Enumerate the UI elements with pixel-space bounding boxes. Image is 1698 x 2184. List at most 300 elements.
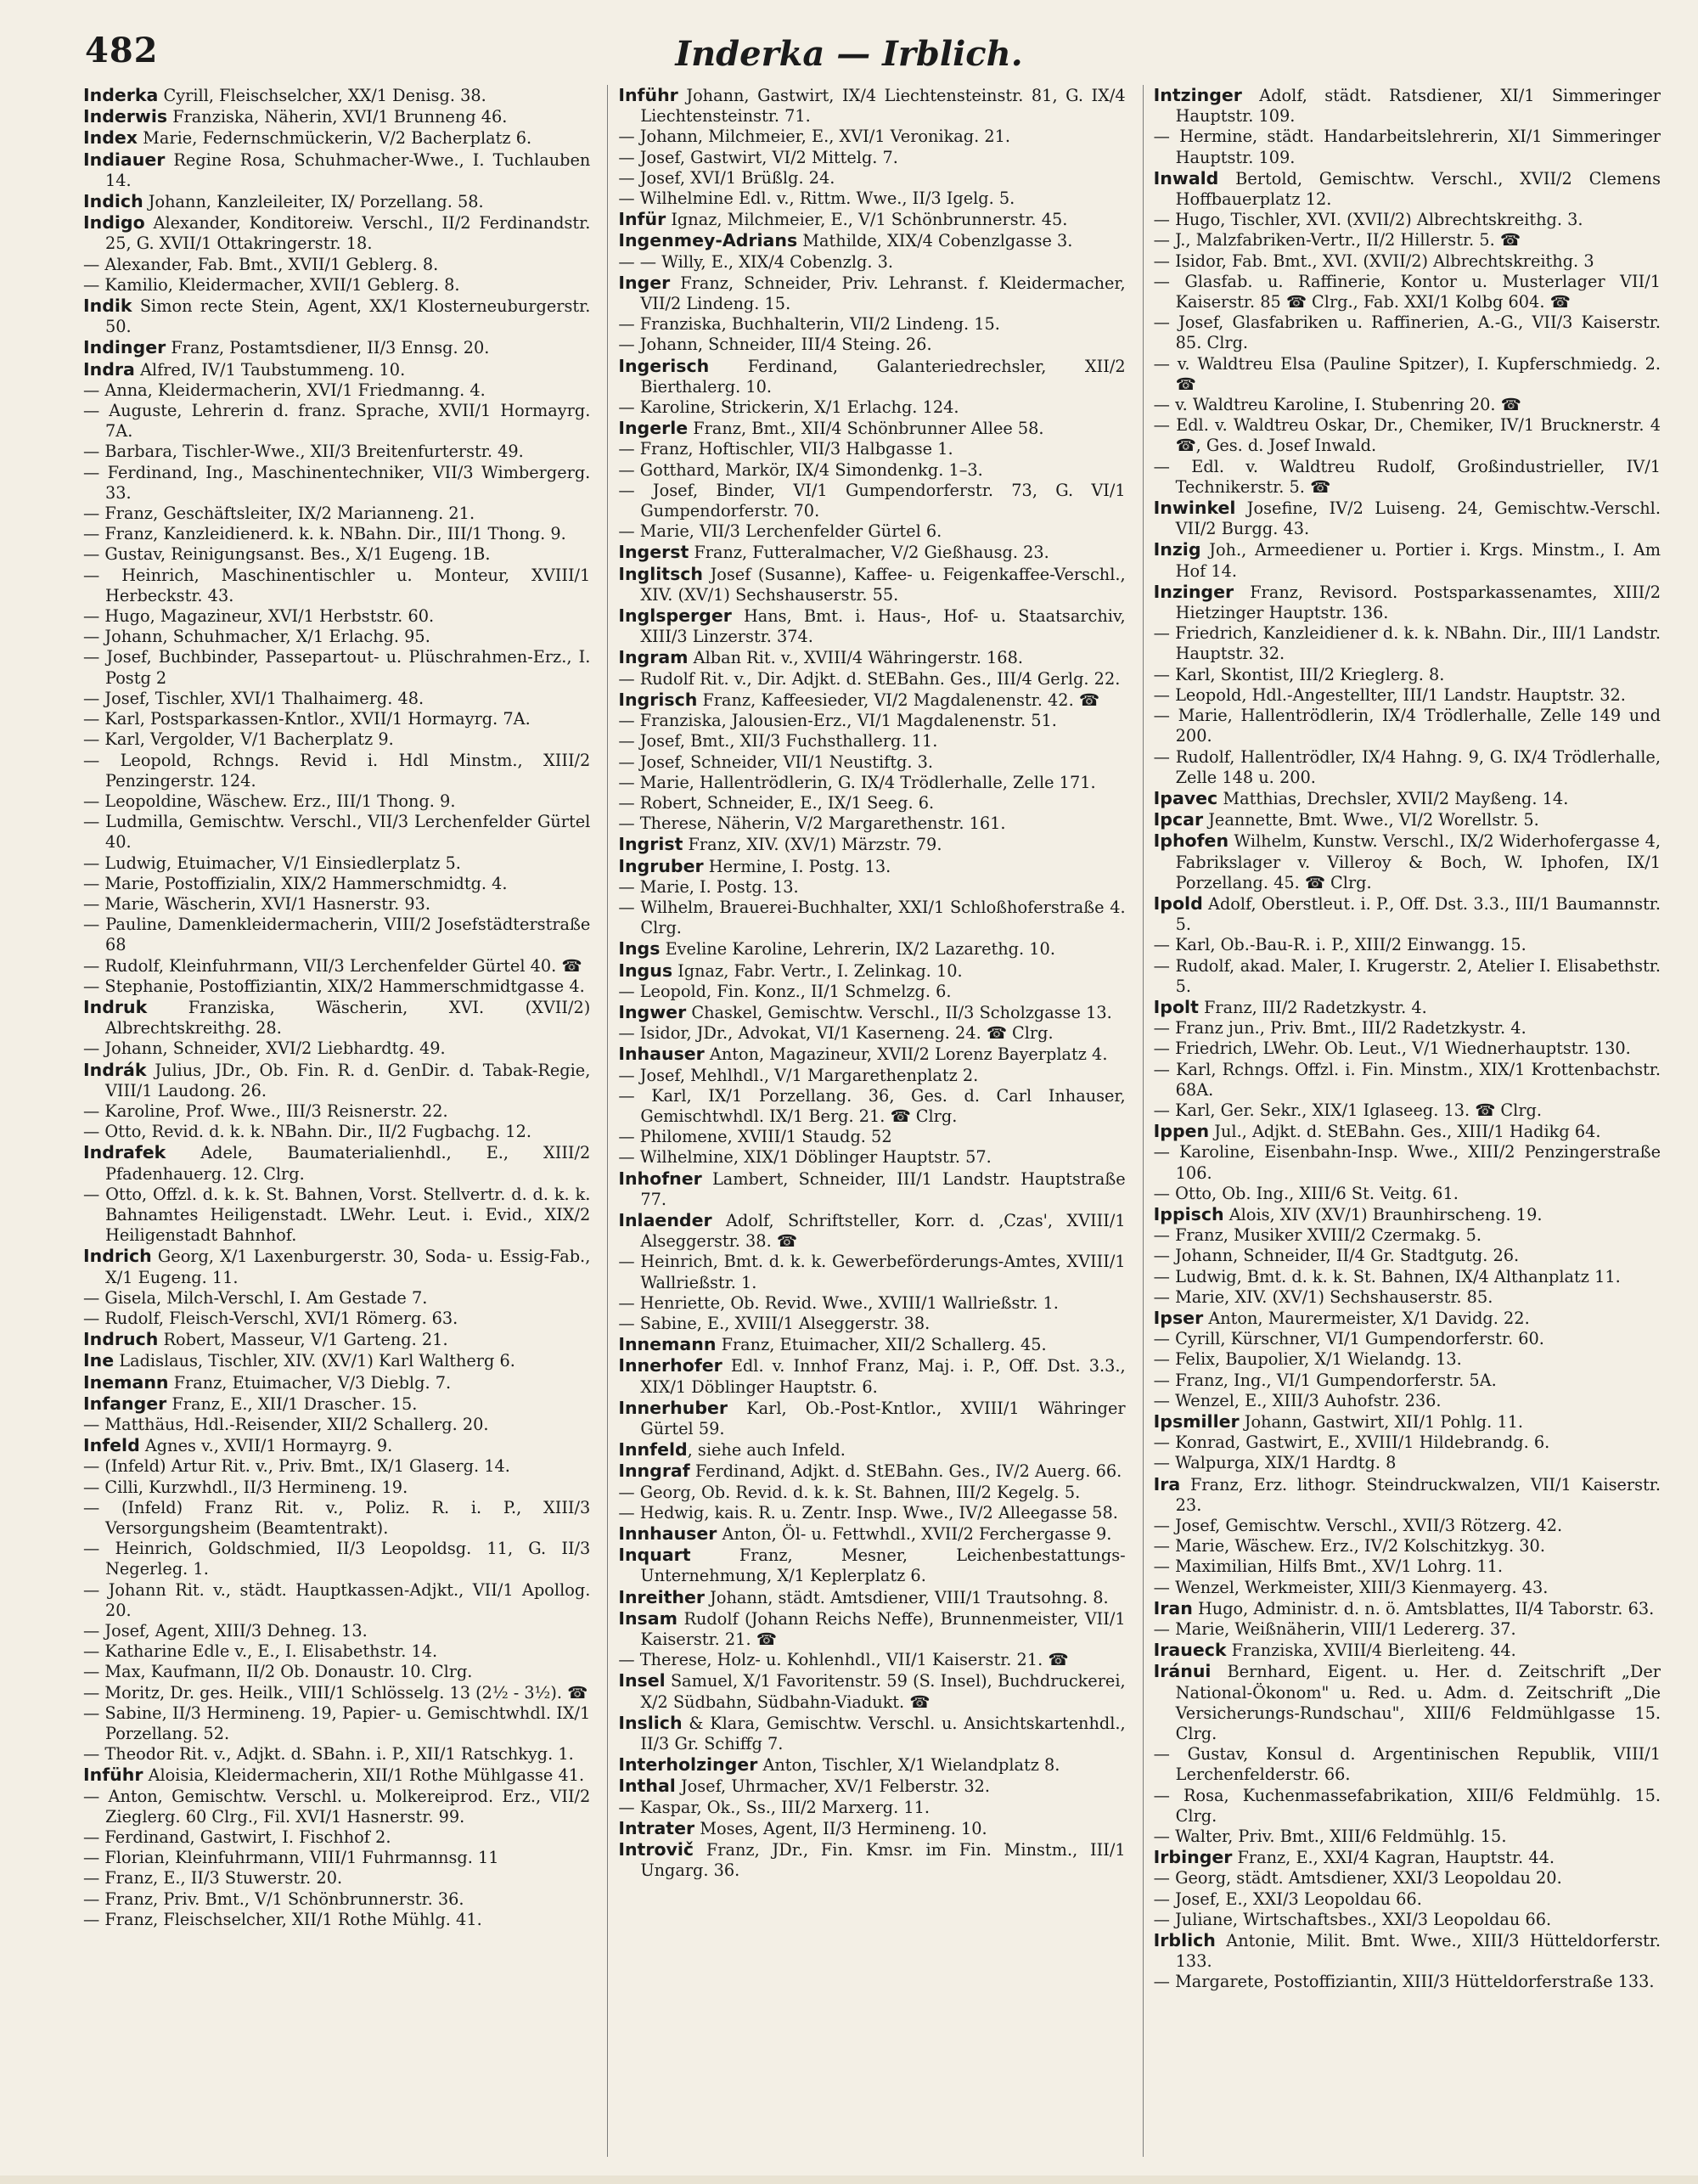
directory-entry xyxy=(1154,1516,1661,1536)
entry-details: Edl. v. Innhof Franz, Maj. i. P., Off. Dst. 3.3., XIX/1 Döblinger Hauptstr. 6. xyxy=(640,1356,1126,1397)
entry-details: — Rudolf, Kleinfuhrmann, VII/3 Lerchenfelder Gürtel 40. ☎ xyxy=(83,955,582,976)
entry-details: Franz, E., XXI/4 Kagran, Hauptstr. 44. xyxy=(1232,1848,1555,1868)
entry-details: — Stephanie, Postoffiziantin, XIX/2 Hammerschmidtgasse 4. xyxy=(83,976,585,996)
directory-entry xyxy=(1154,665,1661,685)
directory-entry xyxy=(1154,1640,1661,1661)
entry-details: — Karl, Ob.-Bau-R. i. P., XIII/2 Einwangg. 15. xyxy=(1153,935,1527,955)
entry-details: Alois, XIV (XV/1) Braunhirscheng. 19. xyxy=(1223,1204,1543,1224)
directory-entry xyxy=(1154,1578,1661,1598)
entry-details: — Franz, Priv. Bmt., V/1 Schönbrunnerstr. 36. xyxy=(83,1888,464,1909)
entry-details: Alban Rit. v., XVIII/4 Währingerstr. 168. xyxy=(688,648,1023,668)
entry-details: — Franz, Ing., VI/1 Gumpendorferstr. 5A. xyxy=(1153,1370,1497,1390)
entry-details: — Walter, Priv. Bmt., XIII/6 Feldmühlg. 15. xyxy=(1153,1827,1507,1847)
directory-entry xyxy=(1154,230,1661,250)
directory-entry xyxy=(618,877,1125,898)
directory-entry xyxy=(618,1545,1125,1586)
directory-entry xyxy=(618,669,1125,690)
directory-entry xyxy=(618,605,1125,647)
entry-details: Jeannette, Bmt. Wwe., VI/2 Worellstr. 5. xyxy=(1203,810,1539,830)
directory-columns xyxy=(83,85,1661,2157)
directory-entry xyxy=(83,296,590,337)
entry-details: Franz, Schneider, Priv. Lehranst. f. Kleidermacher, VII/2 Lindeng. 15. xyxy=(640,273,1126,314)
entry-details: — Franziska, Buchhalterin, VII/2 Lindeng. 15. xyxy=(618,314,1000,335)
entry-details: Georg, X/1 Laxenburgerstr. 30, Soda- u. Essig-Fab., X/1 Eugeng. 11. xyxy=(105,1247,591,1287)
entry-details: — Franz, Fleischselcher, XII/1 Rothe Mühlg. 41. xyxy=(83,1909,482,1929)
entry-details: — Theodor Rit. v., Adjkt. d. SBahn. i. P., XII/1 Ratschkyg. 1. xyxy=(83,1744,574,1765)
directory-entry xyxy=(618,1587,1125,1608)
entry-details: Bernhard, Eigent. u. Her. d. Zeitschrift „Der National-Ökonom" u. Red. u. Adm. d. Zeitschrift „Die Versicherungs-Rundschau", XIII/6 Feldmühlgasse 15. Clrg. xyxy=(1175,1662,1661,1744)
entry-details: Adolf, Oberstleut. i. P., Off. Dst. 3.3., III/1 Baumannstr. 5. xyxy=(1175,893,1661,935)
entry-details: — Gisela, Milch-Verschl, I. Am Gestade 7. xyxy=(83,1287,428,1308)
entry-surname: Infanger xyxy=(83,1393,167,1414)
directory-entry xyxy=(618,690,1125,711)
directory-entry xyxy=(1154,1142,1661,1183)
entry-details: Franz, Etuimacher, V/3 Dieblg. 7. xyxy=(168,1372,452,1393)
entry-surname: Ipsmiller xyxy=(1153,1411,1240,1432)
entry-surname: Iránui xyxy=(1153,1661,1212,1682)
directory-entry xyxy=(618,1503,1125,1523)
entry-details: & Klara, Gemischtw. Verschl. u. Ansichtskartenhdl., II/3 Gr. Schiffg 7. xyxy=(640,1713,1126,1754)
directory-entry xyxy=(83,1498,590,1539)
directory-entry xyxy=(1154,1661,1661,1744)
entry-details: — Rudolf, akad. Maler, I. Krugerstr. 2, Atelier I. Elisabethstr. 5. xyxy=(1153,955,1661,996)
directory-entry xyxy=(83,544,590,565)
entry-details: Aloisia, Kleidermacherin, XII/1 Rothe Mühlgasse 41. xyxy=(143,1765,585,1786)
directory-entry xyxy=(83,627,590,647)
directory-entry xyxy=(618,856,1125,877)
directory-entry xyxy=(618,1044,1125,1065)
directory-entry xyxy=(1154,1598,1661,1619)
entry-details: — Marie, Hallentrödlerin, IX/4 Trödlerhalle, Zelle 149 und 200. xyxy=(1153,706,1661,746)
entry-surname: Ingrist xyxy=(618,834,683,855)
entry-details: — Matthäus, Hdl.-Reisender, XII/2 Schallerg. 20. xyxy=(83,1415,489,1434)
entry-details: — Josef, Buchbinder, Passepartout- u. Plüschrahmen-Erz., I. Postg 2 xyxy=(83,647,591,688)
entry-surname: Ingerst xyxy=(618,542,689,563)
directory-entry xyxy=(83,1889,590,1910)
entry-details: — Wenzel, E., XIII/3 Auhofstr. 236. xyxy=(1153,1390,1442,1410)
entry-details: — Rudolf, Fleisch-Verschl, XVI/1 Römerg. 63. xyxy=(83,1308,458,1328)
entry-details: — Hedwig, kais. R. u. Zentr. Insp. Wwe., IV/2 Alleegasse 58. xyxy=(618,1502,1118,1523)
entry-surname: Inglitsch xyxy=(618,563,704,584)
entry-details: Franz, Kaffeesieder, VI/2 Magdalenenstr. 42. ☎ xyxy=(697,690,1099,710)
directory-entry xyxy=(618,1670,1125,1712)
directory-entry xyxy=(1154,1786,1661,1827)
directory-entry xyxy=(618,1210,1125,1252)
entry-details: — Josef, Mehlhdl., V/1 Margarethenplatz 2. xyxy=(618,1065,979,1085)
entry-details: Moses, Agent, II/3 Hermineng. 10. xyxy=(694,1818,987,1838)
entry-details: — Wilhelmine, XIX/1 Döblinger Hauptstr. 57. xyxy=(618,1147,992,1168)
directory-entry xyxy=(1154,997,1661,1018)
directory-entry xyxy=(618,1461,1125,1482)
entry-details: — Karoline, Strickerin, X/1 Erlachg. 124. xyxy=(618,397,959,418)
entry-details: — Josef, Schneider, VII/1 Neustiftg. 3. xyxy=(618,751,934,772)
directory-entry xyxy=(618,813,1125,834)
entry-surname: Introvič xyxy=(618,1839,694,1860)
directory-entry xyxy=(83,1478,590,1498)
entry-details: Agnes v., XVII/1 Hormayrg. 9. xyxy=(139,1436,393,1456)
entry-details: Adolf, Schriftsteller, Korr. d. ‚Czas', XVIII/1 Alseggerstr. 38. ☎ xyxy=(640,1210,1126,1252)
directory-entry xyxy=(1154,830,1661,893)
directory-entry xyxy=(83,1703,590,1744)
entry-surname: Iphofen xyxy=(1153,830,1229,852)
directory-entry xyxy=(83,504,590,524)
entry-surname: Indra xyxy=(83,358,135,380)
entry-details: — Marie, XIV. (XV/1) Sechshauserstr. 85. xyxy=(1153,1286,1493,1307)
directory-entry xyxy=(83,463,590,504)
entry-details: — Friedrich, Kanzleidiener d. k. k. NBahn. Dir., III/1 Landstr. Hauptstr. 32. xyxy=(1153,623,1661,664)
entry-details: — Marie, Weißnäherin, VIII/1 Ledererg. 37. xyxy=(1153,1619,1516,1640)
directory-entry xyxy=(83,1309,590,1329)
directory-entry xyxy=(1154,1972,1661,1992)
directory-entry xyxy=(1154,354,1661,395)
entry-details: — Johann, Schneider, III/4 Steing. 26. xyxy=(618,335,932,355)
directory-entry xyxy=(83,853,590,874)
entry-details: Hermine, I. Postg. 13. xyxy=(703,856,891,876)
entry-details: — Therese, Holz- u. Kohlenhdl., VII/1 Kaiserstr. 21. ☎ xyxy=(618,1650,1069,1670)
directory-entry xyxy=(83,1787,590,1827)
entry-surname: Ingruber xyxy=(618,855,704,876)
entry-details: Josef (Susanne), Kaffee- u. Feigenkaffee-Verschl., XIV. (XV/1) Sechshauserstr. 55. xyxy=(640,564,1126,605)
entry-details: Lambert, Schneider, III/1 Landstr. Hauptstraße 77. xyxy=(640,1168,1126,1209)
directory-entry xyxy=(618,189,1125,209)
directory-entry xyxy=(618,1818,1125,1839)
entry-surname: Ingerisch xyxy=(618,355,710,376)
directory-entry xyxy=(83,1288,590,1309)
directory-entry xyxy=(1154,457,1661,498)
entry-details: Karl, Ob.-Post-Kntlor., XVIII/1 Währinger Gürtel 59. xyxy=(640,1398,1126,1438)
entry-surname: Inquart xyxy=(618,1545,691,1566)
entry-details: — Franz, Kanzleidienerd. k. k. NBahn. Dir., III/1 Thong. 9. xyxy=(83,524,566,544)
directory-entry xyxy=(83,85,590,106)
entry-details: — Edl. v. Waldtreu Oskar, Dr., Chemiker, IV/1 Brucknerstr. 4 ☎, Ges. d. Josef Inwald. xyxy=(1153,415,1661,456)
entry-details: — Karl, IX/1 Porzellang. 36, Ges. d. Carl Inhauser, Gemischtwhdl. IX/1 Berg. 21. ☎ Clrg. xyxy=(618,1085,1126,1126)
entry-details: — Marie, Hallentrödlerin, G. IX/4 Trödlerhalle, Zelle 171. xyxy=(618,772,1096,792)
entry-surname: Innhauser xyxy=(618,1523,717,1545)
entry-details: — Philomene, XVIII/1 Staudg. 52 xyxy=(618,1127,892,1147)
directory-entry xyxy=(1154,1433,1661,1453)
entry-details: Chaskel, Gemischtw. Verschl., II/3 Scholzgasse 13. xyxy=(686,1002,1112,1022)
entry-details: , siehe auch Infeld. xyxy=(687,1440,846,1461)
directory-entry xyxy=(618,1713,1125,1754)
entry-details: — Therese, Näherin, V/2 Margarethenstr. 161. xyxy=(618,813,1006,834)
entry-details: — Johann, Schuhmacher, X/1 Erlachg. 95. xyxy=(83,627,430,647)
directory-entry xyxy=(618,1754,1125,1776)
directory-entry xyxy=(1154,1910,1661,1930)
entry-details: — Leopoldine, Wäschew. Erz., III/1 Thong. 9. xyxy=(83,791,456,811)
entry-details: Franziska, XVIII/4 Bierleiteng. 44. xyxy=(1226,1641,1516,1661)
entry-details: — Henriette, Ob. Revid. Wwe., XVIII/1 Wallrießstr. 1. xyxy=(618,1292,1059,1313)
directory-entry xyxy=(83,791,590,812)
directory-entry xyxy=(1154,395,1661,415)
directory-entry xyxy=(83,106,590,127)
directory-entry xyxy=(83,729,590,750)
directory-entry xyxy=(83,1621,590,1641)
entry-details: — Max, Kaufmann, II/2 Ob. Donaustr. 10. Clrg. xyxy=(83,1662,473,1682)
entry-details: Franziska, Näherin, XVI/1 Brunneng 46. xyxy=(167,107,508,127)
entry-details: — Moritz, Dr. ges. Heilk., VIII/1 Schlösselg. 13 (2½ - 3½). ☎ xyxy=(83,1682,588,1703)
directory-entry xyxy=(618,1776,1125,1797)
entry-details: Franz, Futteralmacher, V/2 Gießhausg. 23. xyxy=(689,543,1049,563)
directory-entry xyxy=(618,1127,1125,1147)
directory-entry xyxy=(83,212,590,254)
directory-entry xyxy=(618,273,1125,314)
entry-surname: Innerhuber xyxy=(618,1397,728,1418)
entry-details: Ladislaus, Tischler, XIV. (XV/1) Karl Waltherg 6. xyxy=(114,1351,515,1371)
entry-surname: Ippen xyxy=(1153,1121,1210,1142)
directory-entry xyxy=(618,752,1125,773)
entry-surname: Inwinkel xyxy=(1153,498,1236,519)
page-header xyxy=(0,0,1698,85)
entry-details: — Cilli, Kurzwhdl., II/3 Hermineng. 19. xyxy=(83,1477,408,1497)
entry-details: — Kamilio, Kleidermacher, XVII/1 Geblerg. 8. xyxy=(83,274,460,295)
entry-details: — Josef, Binder, VI/1 Gumpendorferstr. 73, G. VI/1 Gumpendorferstr. 70. xyxy=(618,480,1126,521)
entry-surname: Ipavec xyxy=(1153,787,1218,808)
directory-entry xyxy=(1154,747,1661,788)
directory-entry xyxy=(83,956,590,977)
entry-details: — Robert, Schneider, E., IX/1 Seeg. 6. xyxy=(618,792,935,813)
entry-details: — Otto, Ob. Ing., XIII/6 St. Veitg. 61. xyxy=(1153,1183,1459,1203)
entry-surname: Inhauser xyxy=(618,1044,705,1065)
entry-details: — Isidor, JDr., Advokat, VI/1 Kaserneng. 24. ☎ Clrg. xyxy=(618,1023,1054,1044)
directory-entry xyxy=(1154,1619,1661,1640)
directory-entry xyxy=(618,1398,1125,1439)
entry-details: Adolf, städt. Ratsdiener, XI/1 Simmeringer Hauptstr. 109. xyxy=(1175,86,1661,127)
entry-details: — Sabine, II/3 Hermineng. 19, Papier- u. Gemischtwhdl. IX/1 Porzellang. 52. xyxy=(83,1703,591,1744)
entry-surname: Ingrisch xyxy=(618,689,698,710)
entry-details: — Katharine Edle v., E., I. Elisabethstr. 14. xyxy=(83,1641,438,1662)
entry-details: Marie, Federnschmückerin, V/2 Bacherplatz 6. xyxy=(138,128,532,149)
directory-entry xyxy=(83,1827,590,1848)
entry-details: — Karl, Rchngs. Offzl. i. Fin. Minstm., XIX/1 Krottenbachstr. 68A. xyxy=(1153,1059,1661,1100)
entry-surname: Intzinger xyxy=(1153,85,1242,105)
entry-details: Mathilde, XIX/4 Cobenzlgasse 3. xyxy=(797,231,1073,251)
directory-entry xyxy=(618,1334,1125,1355)
directory-entry xyxy=(1154,498,1661,539)
directory-entry xyxy=(618,773,1125,793)
entry-details: Wilhelm, Kunstw. Verschl., IX/2 Widerhofergasse 4, Fabrikslager v. Villeroy & Boch, W. Iphofen, IX/1 Porzellang. 45. ☎ Clrg. xyxy=(1175,831,1661,892)
entry-details: Alexander, Konditoreiw. Verschl., II/2 Ferdinandstr. 25, G. XVII/1 Ottakringerstr. 18. xyxy=(105,213,591,254)
directory-entry xyxy=(83,524,590,544)
directory-entry xyxy=(618,1066,1125,1086)
entry-details: — Johann, Milchmeier, E., XVI/1 Veronikag. 21. xyxy=(618,127,1011,147)
entry-surname: Inemann xyxy=(83,1371,169,1393)
directory-entry xyxy=(618,1839,1125,1881)
entry-details: — Anton, Gemischtw. Verschl. u. Molkereiprod. Erz., VII/2 Zieglerg. 60 Clrg., Fil. XVI/1 Hasnerstr. 99. xyxy=(83,1786,591,1827)
directory-entry xyxy=(618,127,1125,147)
entry-details: Franz, XIV. (XV/1) Märzstr. 79. xyxy=(683,835,942,855)
directory-entry xyxy=(1154,251,1661,272)
directory-entry xyxy=(1154,1018,1661,1039)
entry-details: Anton, Öl- u. Fettwhdl., XVII/2 Ferchergasse 9. xyxy=(717,1524,1112,1545)
entry-details: Ferdinand, Adjkt. d. StEBahn. Ges., IV/2 Auerg. 66. xyxy=(689,1461,1122,1482)
entry-surname: Index xyxy=(83,127,138,149)
entry-details: Anton, Tischler, X/1 Wielandplatz 8. xyxy=(757,1755,1060,1776)
directory-entry xyxy=(1154,1453,1661,1473)
entry-surname: Innerhofer xyxy=(618,1355,722,1376)
directory-entry xyxy=(1154,935,1661,955)
entry-surname: Ipcar xyxy=(1153,809,1204,830)
directory-entry xyxy=(83,1910,590,1930)
entry-details: Ferdinand, Galanteriedrechsler, XII/2 Bierthalerg. 10. xyxy=(640,356,1126,397)
entry-details: — Rosa, Kuchenmassefabrikation, XIII/6 Feldmühlg. 15. Clrg. xyxy=(1153,1785,1661,1826)
entry-details: — Margarete, Postoffiziantin, XIII/3 Hütteldorferstraße 133. xyxy=(1153,1972,1655,1992)
entry-surname: Indik xyxy=(83,296,132,317)
entry-details: — Hermine, städt. Handarbeitslehrerin, XI/1 Simmeringer Hauptstr. 109. xyxy=(1153,127,1661,167)
entry-details: — Leopold, Hdl.-Angestellter, III/1 Landstr. Hauptstr. 32. xyxy=(1153,684,1626,705)
entry-details: — Georg, Ob. Revid. d. k. k. St. Bahnen, III/2 Kegelg. 5. xyxy=(618,1482,1081,1502)
entry-surname: Ingwer xyxy=(618,1001,687,1022)
directory-entry xyxy=(1154,1184,1661,1204)
entry-surname: Inslich xyxy=(618,1712,683,1733)
entry-details: Franz, Revisord. Postsparkassenamtes, XIII/2 Hietzinger Hauptstr. 136. xyxy=(1175,582,1661,623)
entry-details: Ignaz, Milchmeier, E., V/1 Schönbrunnerstr. 45. xyxy=(666,210,1068,230)
entry-details: — Wenzel, Werkmeister, XIII/3 Kienmayerg. 43. xyxy=(1153,1577,1549,1597)
entry-details: — Rudolf, Hallentrödler, IX/4 Hahng. 9, G. IX/4 Trödlerhalle, Zelle 148 u. 200. xyxy=(1153,746,1661,787)
entry-details: — Otto, Revid. d. k. k. NBahn. Dir., II/2 Fugbachg. 12. xyxy=(83,1122,531,1142)
running-head: Inderka — Irblich. xyxy=(675,34,1023,74)
directory-entry xyxy=(1154,539,1661,581)
entry-surname: Irbinger xyxy=(1153,1847,1233,1868)
directory-entry xyxy=(1154,1204,1661,1225)
entry-details: — Leopold, Fin. Konz., II/1 Schmelzg. 6. xyxy=(618,981,952,1001)
directory-entry xyxy=(83,1122,590,1142)
entry-details: — Karl, Skontist, III/2 Krieglerg. 8. xyxy=(1153,664,1445,684)
entry-details: — Florian, Kleinfuhrmann, VIII/1 Fuhrmannsg. 11 xyxy=(83,1848,499,1868)
column-left xyxy=(83,85,590,2157)
column-middle xyxy=(607,85,1125,2157)
entry-details: Josefine, IV/2 Luiseng. 24, Gemischtw.-Verschl. VII/2 Burgg. 43. xyxy=(1175,498,1661,539)
directory-entry xyxy=(83,1372,590,1393)
directory-entry xyxy=(83,380,590,401)
entry-details: — Pauline, Damenkleidermacherin, VIII/2 Josefstädterstraße 68 xyxy=(83,915,591,955)
directory-entry xyxy=(1154,809,1661,830)
directory-entry xyxy=(83,812,590,853)
entry-details: — Franz, Hoftischler, VII/3 Halbgasse 1. xyxy=(618,439,953,459)
directory-entry xyxy=(618,1439,1125,1461)
directory-entry xyxy=(1154,1889,1661,1910)
entry-surname: Inglsperger xyxy=(618,605,732,627)
entry-details: Hugo, Administr. d. n. ö. Amtsblattes, II/4 Taborstr. 63. xyxy=(1192,1598,1655,1618)
directory-entry xyxy=(1154,706,1661,746)
entry-surname: Infür xyxy=(618,209,666,230)
entry-surname: Inzinger xyxy=(1153,581,1234,602)
entry-details: — Georg, städt. Amtsdiener, XXI/3 Leopoldau 20. xyxy=(1153,1868,1562,1888)
directory-entry xyxy=(618,542,1125,563)
entry-details: Anton, Magazineur, XVII/2 Lorenz Bayerplatz 4. xyxy=(704,1044,1108,1065)
entry-surname: Insel xyxy=(618,1670,666,1691)
entry-details: Johann, städt. Amtsdiener, VIII/1 Trautsohng. 8. xyxy=(705,1587,1109,1607)
entry-details: Franz, JDr., Fin. Kmsr. im Fin. Minstm., III/1 Ungarg. 36. xyxy=(640,1840,1126,1881)
entry-surname: Iran xyxy=(1153,1597,1193,1618)
directory-entry xyxy=(1154,623,1661,664)
directory-entry xyxy=(618,1002,1125,1023)
entry-details: Antonie, Milit. Bmt. Wwe., XIII/3 Hütteldorferstr. 133. xyxy=(1175,1931,1661,1972)
directory-entry xyxy=(618,397,1125,418)
directory-entry xyxy=(1154,1411,1661,1433)
entry-details: — Gotthard, Markör, IX/4 Simondenkg. 1–3. xyxy=(618,459,983,480)
directory-entry xyxy=(618,1252,1125,1292)
entry-details: Franz, Etuimacher, XII/2 Schallerg. 45. xyxy=(716,1335,1047,1355)
entry-details: — — Willy, E., XIX/4 Cobenzlg. 3. xyxy=(618,251,893,272)
directory-entry xyxy=(83,1350,590,1371)
directory-entry xyxy=(618,1608,1125,1650)
directory-entry xyxy=(83,1848,590,1868)
directory-entry xyxy=(618,1147,1125,1168)
directory-entry xyxy=(1154,168,1661,210)
entry-details: — Karoline, Prof. Wwe., III/3 Reisnerstr. 22. xyxy=(83,1100,448,1121)
entry-details: Johann, Gastwirt, IX/4 Liechtensteinstr. 81, G. IX/4 Liechtensteinstr. 71. xyxy=(640,86,1126,127)
entry-details: — Franziska, Jalousien-Erz., VI/1 Magdalenenstr. 51. xyxy=(618,711,1057,731)
directory-entry xyxy=(83,566,590,606)
directory-entry xyxy=(83,606,590,627)
directory-entry xyxy=(618,834,1125,855)
entry-details: — Maximilian, Hilfs Bmt., XV/1 Lohrg. 11. xyxy=(1153,1556,1504,1577)
entry-details: — Wilhelm, Brauerei-Buchhalter, XXI/1 Schloßhoferstraße 4. Clrg. xyxy=(618,897,1126,938)
entry-surname: Ingenmey-Adrians xyxy=(618,230,798,251)
page-number: 482 xyxy=(85,31,159,70)
directory-entry xyxy=(1154,1827,1661,1847)
directory-entry xyxy=(618,252,1125,273)
directory-entry xyxy=(618,1355,1125,1397)
entry-surname: Ippisch xyxy=(1153,1203,1224,1224)
entry-details: — Josef, E., XXI/3 Leopoldau 66. xyxy=(1153,1888,1422,1909)
directory-entry xyxy=(1154,1246,1661,1266)
directory-entry xyxy=(1154,956,1661,997)
directory-entry xyxy=(1154,1371,1661,1391)
directory-entry xyxy=(618,647,1125,668)
directory-entry xyxy=(83,1393,590,1415)
entry-details: — Karl, Ger. Sekr., XIX/1 Iglaseeg. 13. ☎ Clrg. xyxy=(1153,1100,1543,1120)
entry-surname: Inthal xyxy=(618,1776,676,1797)
directory-entry xyxy=(83,1329,590,1350)
directory-entry xyxy=(618,148,1125,168)
directory-entry xyxy=(618,793,1125,813)
directory-entry xyxy=(1154,1060,1661,1100)
entry-details: — Josef, Bmt., XII/3 Fuchsthallerg. 11. xyxy=(618,731,938,751)
entry-details: — Barbara, Tischler-Wwe., XII/3 Breitenfurterstr. 49. xyxy=(83,442,524,462)
entry-details: — Marie, Wäschew. Erz., IV/2 Kolschitzkyg. 30. xyxy=(1153,1536,1545,1556)
entry-details: Cyrill, Fleischselcher, XX/1 Denisg. 38. xyxy=(158,86,486,105)
entry-details: — Josef, Tischler, XVI/1 Thalhaimerg. 48. xyxy=(83,688,424,708)
entry-surname: Ingerle xyxy=(618,418,689,439)
directory-entry xyxy=(83,359,590,380)
directory-entry xyxy=(83,1662,590,1682)
entry-details: — Heinrich, Maschinentischler u. Monteur, XVIII/1 Herbeckstr. 43. xyxy=(83,565,591,605)
entry-details: — Karoline, Eisenbahn-Insp. Wwe., XIII/2 Penzingerstraße 106. xyxy=(1153,1142,1661,1183)
entry-details: — Karl, Vergolder, V/1 Bacherplatz 9. xyxy=(83,729,394,750)
entry-details: — Marie, Postoffizialin, XIX/2 Hammerschmidtg. 4. xyxy=(83,873,508,893)
entry-details: — Ludmilla, Gemischtw. Verschl., VII/3 Lerchenfelder Gürtel 40. xyxy=(83,812,591,853)
entry-details: — Cyrill, Kürschner, VI/1 Gumpendorferstr. 60. xyxy=(1153,1329,1544,1349)
entry-details: — Hugo, Magazineur, XVI/1 Herbststr. 60. xyxy=(83,606,435,627)
entry-details: — Johann, Schneider, II/4 Gr. Stadtgutg. 26. xyxy=(1153,1246,1520,1266)
entry-details: — Sabine, E., XVIII/1 Alseggerstr. 38. xyxy=(618,1313,931,1333)
directory-entry xyxy=(83,751,590,791)
entry-details: — Johann, Schneider, XVI/2 Liebhardtg. 49. xyxy=(83,1039,446,1059)
directory-entry xyxy=(1154,788,1661,809)
directory-entry xyxy=(1154,1391,1661,1411)
directory-entry xyxy=(1154,893,1661,935)
entry-details: — Otto, Offzl. d. k. k. St. Bahnen, Vorst. Stellvertr. d. d. k. k. Bahnamtes Heiligenstadt. LWehr. Leut. i. Evid., XIX/2 Heiligenstadt Bahnhof. xyxy=(83,1184,591,1246)
entry-details: — Anna, Kleidermacherin, XVI/1 Friedmanng. 4. xyxy=(83,380,486,400)
entry-details: — Konrad, Gastwirt, E., XVIII/1 Hildebrandg. 6. xyxy=(1153,1433,1550,1453)
directory-entry xyxy=(618,1023,1125,1044)
directory-entry xyxy=(1154,127,1661,167)
directory-entry xyxy=(1154,415,1661,456)
entry-details: — Rudolf Rit. v., Dir. Adjkt. d. StEBahn. Ges., III/4 Gerlg. 22. xyxy=(618,668,1121,689)
directory-entry xyxy=(1154,1225,1661,1246)
directory-entry xyxy=(618,1483,1125,1503)
